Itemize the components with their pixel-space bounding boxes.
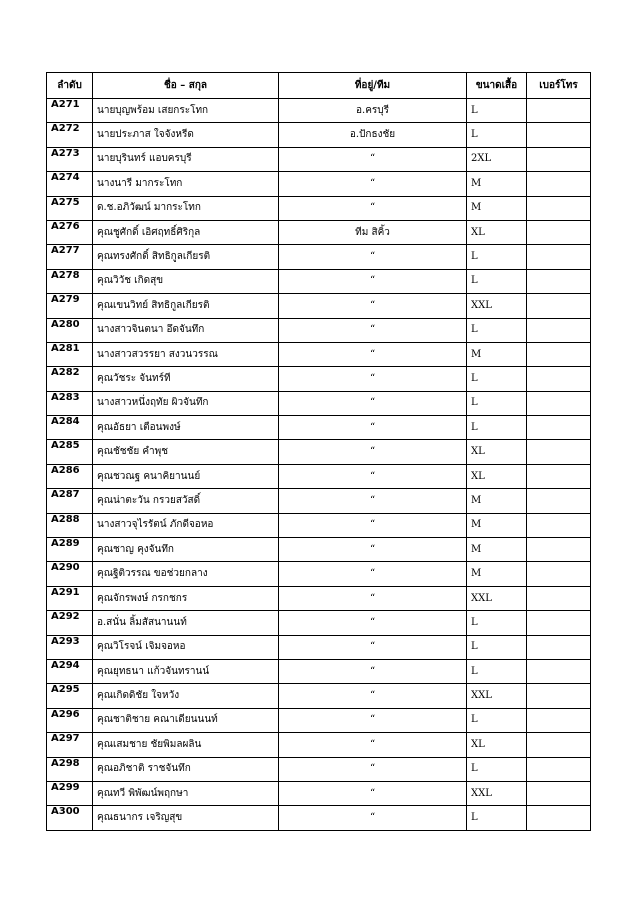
- table-row: [47, 147, 591, 171]
- row-phone: [527, 269, 591, 293]
- row-address: “: [279, 586, 467, 610]
- row-phone: [527, 733, 591, 757]
- row-name: ด.ช.อภิวัฒน์ มากระโทก: [93, 196, 279, 220]
- row-address: อ.ครบุรี: [279, 99, 467, 123]
- row-shirt-size: M: [467, 196, 527, 220]
- row-address: ทีม สิคิ้ว: [279, 220, 467, 244]
- row-address: “: [279, 440, 467, 464]
- row-shirt-size: L: [467, 318, 527, 342]
- row-shirt-size: L: [467, 269, 527, 293]
- row-name: คุณชาติชาย คณาเดียนนนท์: [93, 708, 279, 732]
- row-name: อ.สนั่น ลิ้มสัสนานนท์: [93, 611, 279, 635]
- row-id: A288: [47, 513, 93, 537]
- row-shirt-size: XXL: [467, 586, 527, 610]
- row-shirt-size: L: [467, 757, 527, 781]
- table-header-row: [47, 73, 591, 99]
- row-name: คุณชาญ คุงจันทึก: [93, 538, 279, 562]
- row-shirt-size: L: [467, 611, 527, 635]
- row-address: “: [279, 416, 467, 440]
- row-phone: [527, 611, 591, 635]
- row-name: คุณจักรพงษ์ กรกชกร: [93, 586, 279, 610]
- row-name: คุณทรงศักดิ์ สิทธิกูลเกียรติ: [93, 245, 279, 269]
- row-address: “: [279, 196, 467, 220]
- table-row: [47, 269, 591, 293]
- row-address: “: [279, 708, 467, 732]
- row-id: A286: [47, 464, 93, 488]
- row-address: อ.ปักธงชัย: [279, 123, 467, 147]
- header-order: ลำดับ: [47, 73, 93, 99]
- row-name: นายประภาส ใจจังหรีด: [93, 123, 279, 147]
- row-name: คุณอัธยา เตือนพงษ์: [93, 416, 279, 440]
- row-id: A295: [47, 684, 93, 708]
- row-id: A287: [47, 489, 93, 513]
- table-row: [47, 781, 591, 805]
- row-id: A281: [47, 342, 93, 366]
- row-address: “: [279, 562, 467, 586]
- row-name: คุณอภิชาติ ราชจันทึก: [93, 757, 279, 781]
- row-name: คุณชูศักดิ์ เอิศฤทธิ์ศิริกุล: [93, 220, 279, 244]
- row-id: A297: [47, 733, 93, 757]
- table-row: [47, 586, 591, 610]
- row-shirt-size: XL: [467, 733, 527, 757]
- row-address: “: [279, 294, 467, 318]
- row-name: คุณธนากร เจริญสุข: [93, 806, 279, 830]
- row-id: A291: [47, 586, 93, 610]
- table-row: [47, 440, 591, 464]
- table-row: [47, 708, 591, 732]
- table-row: [47, 172, 591, 196]
- row-name: นางสาวหนึ่งฤทัย ผิวจันทึก: [93, 391, 279, 415]
- row-name: นางนารี มากระโทก: [93, 172, 279, 196]
- table-row: [47, 757, 591, 781]
- row-phone: [527, 342, 591, 366]
- row-address: “: [279, 513, 467, 537]
- header-address-team: ที่อยู่/ทีม: [279, 73, 467, 99]
- row-shirt-size: L: [467, 416, 527, 440]
- row-id: A289: [47, 538, 93, 562]
- row-shirt-size: M: [467, 172, 527, 196]
- row-id: A272: [47, 123, 93, 147]
- row-shirt-size: L: [467, 659, 527, 683]
- row-phone: [527, 367, 591, 391]
- row-address: “: [279, 733, 467, 757]
- row-shirt-size: L: [467, 245, 527, 269]
- row-phone: [527, 513, 591, 537]
- table-row: [47, 245, 591, 269]
- row-phone: [527, 489, 591, 513]
- row-address: “: [279, 147, 467, 171]
- row-phone: [527, 99, 591, 123]
- row-phone: [527, 172, 591, 196]
- row-address: “: [279, 684, 467, 708]
- row-name: คุณฐิติวรรณ ขอช่วยกลาง: [93, 562, 279, 586]
- table-row: [47, 733, 591, 757]
- row-shirt-size: M: [467, 513, 527, 537]
- row-address: “: [279, 806, 467, 830]
- row-shirt-size: 2XL: [467, 147, 527, 171]
- table-row: [47, 562, 591, 586]
- row-name: คุณยุทธนา แก้วจันทรานน์: [93, 659, 279, 683]
- row-phone: [527, 220, 591, 244]
- table-row: [47, 123, 591, 147]
- row-name: คุณวิโรจน์ เจิมจอหอ: [93, 635, 279, 659]
- row-phone: [527, 781, 591, 805]
- row-id: A284: [47, 416, 93, 440]
- row-name: คุณเสมชาย ชัยพิมลผลิน: [93, 733, 279, 757]
- row-shirt-size: L: [467, 367, 527, 391]
- row-shirt-size: XXL: [467, 781, 527, 805]
- row-phone: [527, 708, 591, 732]
- row-phone: [527, 147, 591, 171]
- row-phone: [527, 196, 591, 220]
- row-name: คุณชัชชัย คำพุช: [93, 440, 279, 464]
- row-phone: [527, 440, 591, 464]
- row-address: “: [279, 269, 467, 293]
- table-row: [47, 684, 591, 708]
- row-shirt-size: L: [467, 708, 527, 732]
- row-phone: [527, 757, 591, 781]
- header-phone: เบอร์โทร: [527, 73, 591, 99]
- row-address: “: [279, 367, 467, 391]
- table-row: [47, 318, 591, 342]
- row-id: A293: [47, 635, 93, 659]
- row-id: A299: [47, 781, 93, 805]
- row-id: A275: [47, 196, 93, 220]
- row-name: นายบุญพร้อม เสยกระโทก: [93, 99, 279, 123]
- row-shirt-size: L: [467, 99, 527, 123]
- row-address: “: [279, 318, 467, 342]
- row-shirt-size: XL: [467, 464, 527, 488]
- row-shirt-size: XXL: [467, 684, 527, 708]
- table-row: [47, 99, 591, 123]
- row-name: คุณเกิดดิชัย ใจหวัง: [93, 684, 279, 708]
- table-row: [47, 196, 591, 220]
- table-row: [47, 220, 591, 244]
- table-row: [47, 464, 591, 488]
- row-phone: [527, 464, 591, 488]
- row-id: A282: [47, 367, 93, 391]
- table-row: [47, 513, 591, 537]
- row-shirt-size: M: [467, 489, 527, 513]
- row-address: “: [279, 757, 467, 781]
- table-row: [47, 489, 591, 513]
- table-row: [47, 635, 591, 659]
- row-phone: [527, 586, 591, 610]
- row-shirt-size: M: [467, 538, 527, 562]
- row-phone: [527, 391, 591, 415]
- row-address: “: [279, 245, 467, 269]
- row-id: A290: [47, 562, 93, 586]
- table-row: [47, 416, 591, 440]
- row-name: คุณทวี พิพัฒน์พฤกษา: [93, 781, 279, 805]
- row-shirt-size: L: [467, 391, 527, 415]
- header-name: ชื่อ – สกุล: [93, 73, 279, 99]
- row-phone: [527, 538, 591, 562]
- row-address: “: [279, 611, 467, 635]
- row-id: A277: [47, 245, 93, 269]
- row-id: A276: [47, 220, 93, 244]
- row-phone: [527, 659, 591, 683]
- row-id: A285: [47, 440, 93, 464]
- row-shirt-size: XL: [467, 220, 527, 244]
- row-name: คุณวิวัช เกิดสุข: [93, 269, 279, 293]
- table-row: [47, 391, 591, 415]
- row-id: A274: [47, 172, 93, 196]
- row-name: นางสาวจินตนา อึดจันทึก: [93, 318, 279, 342]
- row-id: A279: [47, 294, 93, 318]
- row-address: “: [279, 659, 467, 683]
- participant-table: [46, 72, 591, 831]
- row-phone: [527, 562, 591, 586]
- row-phone: [527, 294, 591, 318]
- table-row: [47, 294, 591, 318]
- row-id: A271: [47, 99, 93, 123]
- row-address: “: [279, 172, 467, 196]
- row-address: “: [279, 781, 467, 805]
- row-shirt-size: M: [467, 342, 527, 366]
- row-id: A294: [47, 659, 93, 683]
- row-phone: [527, 245, 591, 269]
- row-shirt-size: M: [467, 562, 527, 586]
- table-row: [47, 342, 591, 366]
- row-shirt-size: L: [467, 806, 527, 830]
- row-id: A283: [47, 391, 93, 415]
- table-row: [47, 538, 591, 562]
- row-shirt-size: L: [467, 123, 527, 147]
- row-name: คุณน่าตะวัน กรวยสวัสดิ์: [93, 489, 279, 513]
- row-shirt-size: XL: [467, 440, 527, 464]
- row-shirt-size: XXL: [467, 294, 527, 318]
- row-address: “: [279, 342, 467, 366]
- table-row: [47, 367, 591, 391]
- row-name: คุณเขนวิทย์ สิทธิกูลเกียรติ: [93, 294, 279, 318]
- table-body: [47, 99, 591, 831]
- row-phone: [527, 318, 591, 342]
- row-name: คุณชวณฐ คนาคิยานนย์: [93, 464, 279, 488]
- header-shirt-size: ขนาดเสื้อ: [467, 73, 527, 99]
- row-name: นายบุรินทร์ แอบครบุรี: [93, 147, 279, 171]
- row-id: A280: [47, 318, 93, 342]
- table-row: [47, 659, 591, 683]
- row-phone: [527, 635, 591, 659]
- row-phone: [527, 123, 591, 147]
- row-id: A292: [47, 611, 93, 635]
- row-id: A300: [47, 806, 93, 830]
- row-address: “: [279, 391, 467, 415]
- row-name: นางสาวสวรรยา สงวนวรรณ: [93, 342, 279, 366]
- table-row: [47, 611, 591, 635]
- row-address: “: [279, 489, 467, 513]
- row-id: A298: [47, 757, 93, 781]
- row-phone: [527, 684, 591, 708]
- row-address: “: [279, 538, 467, 562]
- row-name: คุณวัชระ จันทร์ที: [93, 367, 279, 391]
- row-shirt-size: L: [467, 635, 527, 659]
- table-row: [47, 806, 591, 830]
- row-id: A296: [47, 708, 93, 732]
- row-phone: [527, 416, 591, 440]
- row-phone: [527, 806, 591, 830]
- row-address: “: [279, 635, 467, 659]
- row-name: นางสาวจุไรรัตน์ ภักดีจอหอ: [93, 513, 279, 537]
- row-address: “: [279, 464, 467, 488]
- row-id: A278: [47, 269, 93, 293]
- row-id: A273: [47, 147, 93, 171]
